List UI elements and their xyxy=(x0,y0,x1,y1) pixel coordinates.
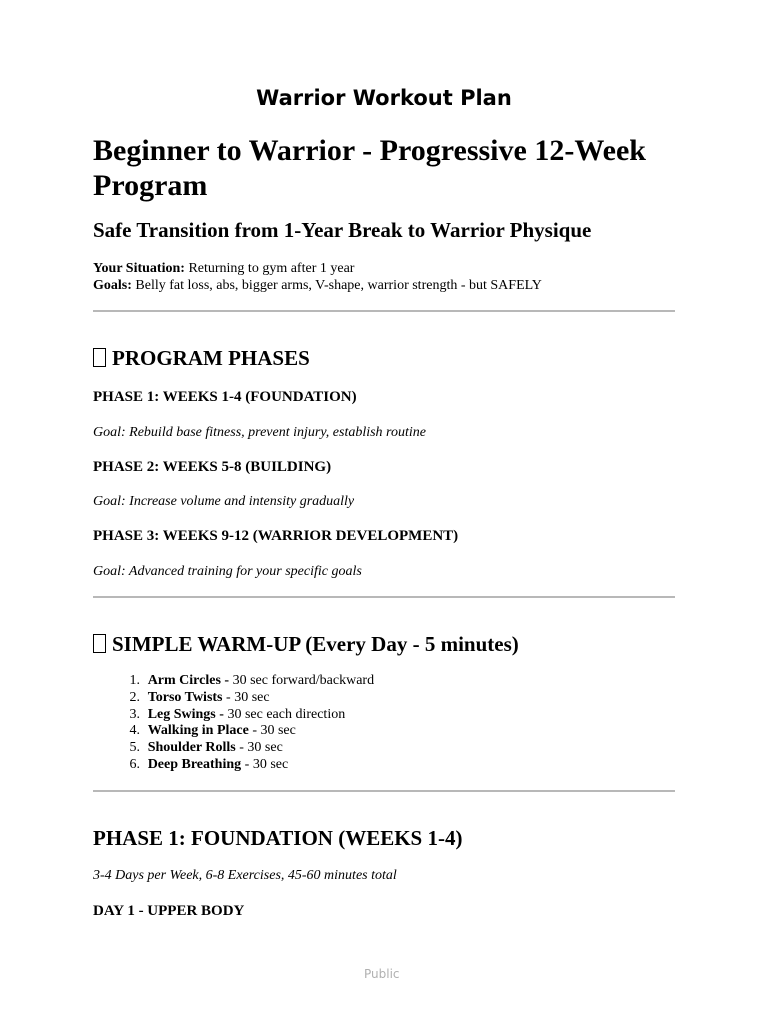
phase-2-title: PHASE 2: WEEKS 5-8 (BUILDING) xyxy=(93,459,332,475)
list-item-number: 6. xyxy=(129,756,140,772)
exercise-name: Torso Twists xyxy=(147,689,223,705)
program-phases-heading xyxy=(93,345,310,371)
exercise-separator: - xyxy=(241,756,253,772)
list-item-number: 4. xyxy=(129,723,140,739)
list-item xyxy=(93,690,374,707)
main-title: Beginner to Warrior - Progressive 12-Week Program xyxy=(93,134,646,202)
situation-line xyxy=(93,260,542,277)
exercise-separator: - xyxy=(248,723,261,739)
exercise-detail: 30 sec xyxy=(252,756,289,772)
exercise-name: Walking in Place xyxy=(147,723,249,739)
phase-3-title: PHASE 3: WEEKS 9-12 (WARRIOR DEVELOPMENT) xyxy=(93,528,459,544)
subtitle: Safe Transition from 1-Year Break to Warrior Physique xyxy=(93,218,592,242)
list-item xyxy=(93,707,374,724)
divider xyxy=(93,790,675,792)
document-title: Warrior Workout Plan xyxy=(256,86,512,110)
list-item-number: 1. xyxy=(129,673,140,688)
goals-label: Goals: xyxy=(93,278,132,293)
exercise-detail: 30 sec forward/backward xyxy=(232,673,375,688)
phase-3-goal: Goal: Advanced training for your specific goals xyxy=(93,564,362,579)
phase-1-heading: PHASE 1: FOUNDATION (WEEKS 1-4) xyxy=(93,826,463,850)
exercise-detail: 30 sec each direction xyxy=(227,706,346,722)
divider xyxy=(93,310,675,312)
program-phases-heading-text: PROGRAM PHASES xyxy=(112,346,310,370)
phase-1-summary: 3-4 Days per Week, 6-8 Exercises, 45-60 minutes total xyxy=(93,868,397,883)
phase-1-title: PHASE 1: WEEKS 1-4 (FOUNDATION) xyxy=(93,389,357,405)
warmup-heading-text: SIMPLE WARM-UP (Every Day - 5 minutes) xyxy=(112,632,519,656)
exercise-name: Arm Circles xyxy=(147,673,221,688)
divider xyxy=(93,596,675,598)
exercise-separator: - xyxy=(220,673,233,688)
list-item-number: 3. xyxy=(129,706,140,722)
exercise-detail: 30 sec xyxy=(234,689,270,705)
exercise-detail: 30 sec xyxy=(247,740,283,756)
warmup-list xyxy=(93,673,374,774)
exercise-detail: 30 sec xyxy=(260,723,296,739)
situation-block xyxy=(93,260,542,294)
list-item-number: 5. xyxy=(129,740,140,756)
phase-1-goal: Goal: Rebuild base fitness, prevent injury, establish routine xyxy=(93,425,426,440)
exercise-separator: - xyxy=(235,740,248,756)
situation-label: Your Situation: xyxy=(93,261,185,276)
list-item xyxy=(93,740,374,757)
exercise-separator: - xyxy=(222,689,235,705)
exercise-name: Deep Breathing xyxy=(147,756,242,772)
exercise-name: Shoulder Rolls xyxy=(147,740,236,756)
list-item xyxy=(93,723,374,740)
goals-value: Belly fat loss, abs, bigger arms, V-shape, warrior strength - but SAFELY xyxy=(131,278,542,293)
exercise-separator: - xyxy=(215,706,228,722)
day-1-heading: DAY 1 - UPPER BODY xyxy=(93,903,245,919)
missing-glyph-icon xyxy=(93,348,106,367)
warmup-heading xyxy=(93,631,519,657)
situation-value: Returning to gym after 1 year xyxy=(184,261,355,276)
goals-line xyxy=(93,277,542,294)
list-item xyxy=(93,673,374,690)
classification-footer: Public xyxy=(364,967,400,981)
list-item xyxy=(93,757,374,774)
exercise-name: Leg Swings xyxy=(147,706,216,722)
list-item-number: 2. xyxy=(129,689,140,705)
missing-glyph-icon xyxy=(93,634,106,653)
phase-2-goal: Goal: Increase volume and intensity gradually xyxy=(93,494,355,509)
